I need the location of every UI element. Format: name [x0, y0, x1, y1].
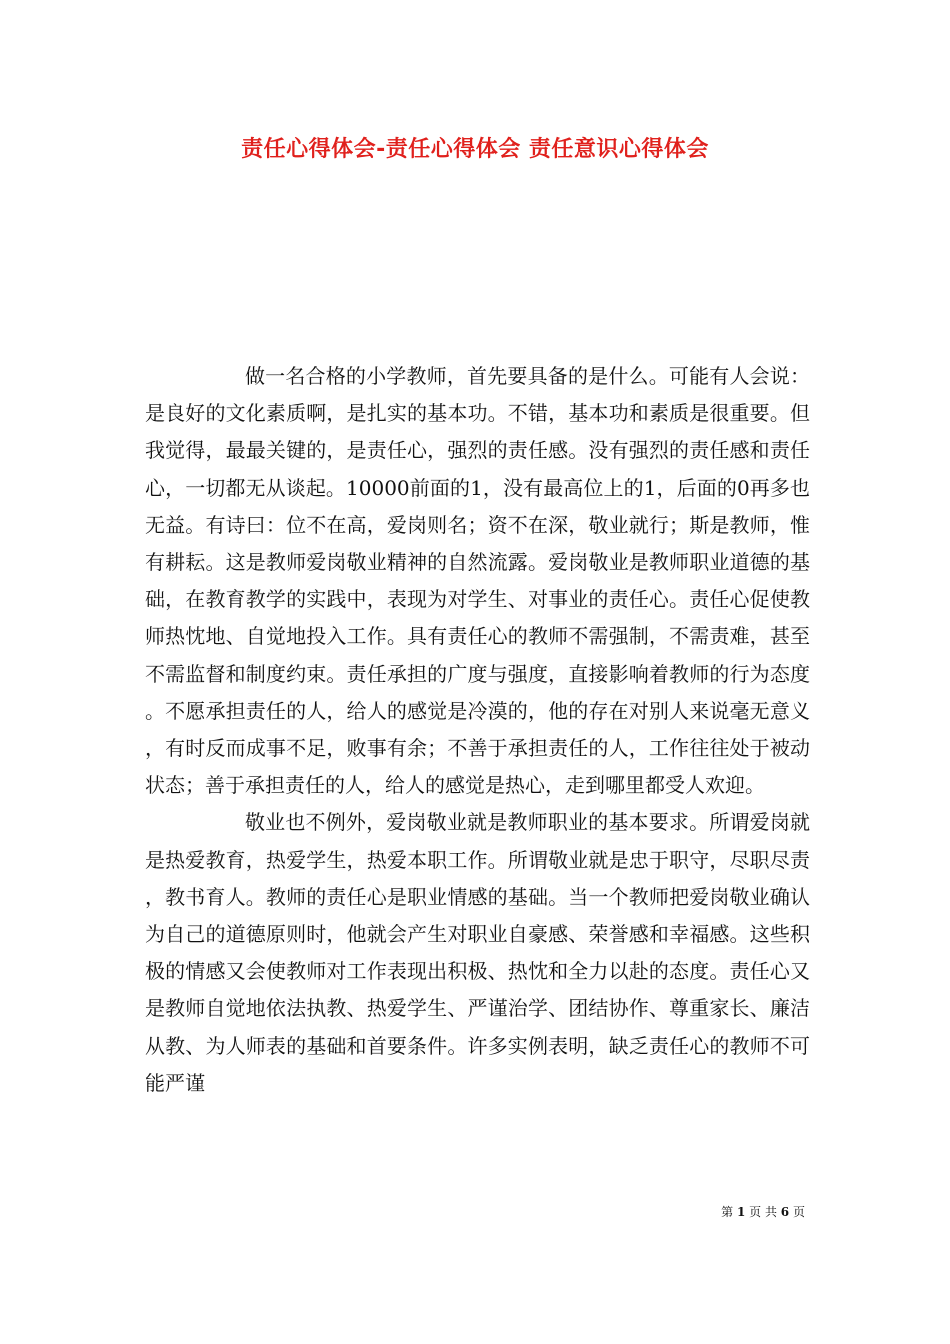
document-body — [145, 358, 810, 1102]
document-title: 责任心得体会-责任心得体会 责任意识心得体会 — [241, 137, 709, 162]
footer-current-page: 1 — [736, 1205, 746, 1219]
page-number-footer — [721, 1203, 805, 1221]
footer-middle: 页 共 — [749, 1205, 777, 1219]
footer-total-pages: 6 — [780, 1205, 790, 1219]
body-paragraph-2: 敬业也不例外，爱岗敬业就是教师职业的基本要求。所谓爱岗就是热爱教育，热爱学生，热爱本职工作。所谓敬业就是忠于职守，尽职尽责，教书育人。教师的责任心是职业情感的基础。当一个教师把爱岗敬业确认为自己的道德原则时，他就会产生对职业自豪感、荣誉感和幸福感。这些积极的情感又会使教师对工作表现出积极、热忱和全力以赴的态度。责任心又是教师自觉地依法执教、热爱学生、严谨治学、团结协作、尊重家长、廉洁从教、为人师表的基础和首要条件。许多实例表明，缺乏责任心的教师不可能严谨 — [145, 810, 810, 1095]
footer-prefix: 第 — [721, 1205, 734, 1219]
body-paragraph-1: 做一名合格的小学教师，首先要具备的是什么。可能有人会说：是良好的文化素质啊，是扎实的基本功。不错，基本功和素质是很重要。但我觉得，最最关键的，是责任心，强烈的责任感。没有强烈的责任感和责任心，一切都无从谈起。10000前面的1，没有最高位上的1，后面的0再多也无益。有诗曰：位不在高，爱岗则名；资不在深，敬业就行；斯是教师，惟有耕耘。这是教师爱岗敬业精神的自然流露。爱岗敬业是教师职业道德的基础，在教育教学的实践中，表现为对学生、对事业的责任心。责任心促使教师热忱地、自觉地投入工作。具有责任心的教师不需强制，不需责难，甚至不需监督和制度约束。责任承担的广度与强度，直接影响着教师的行为态度。不愿承担责任的人，给人的感觉是冷漠的，他的存在对别人来说毫无意义，有时反而成事不足，败事有余；不善于承担责任的人，工作往往处于被动状态；善于承担责任的人，给人的感觉是热心，走到哪里都受人欢迎。 — [145, 364, 810, 798]
footer-suffix: 页 — [792, 1205, 805, 1219]
